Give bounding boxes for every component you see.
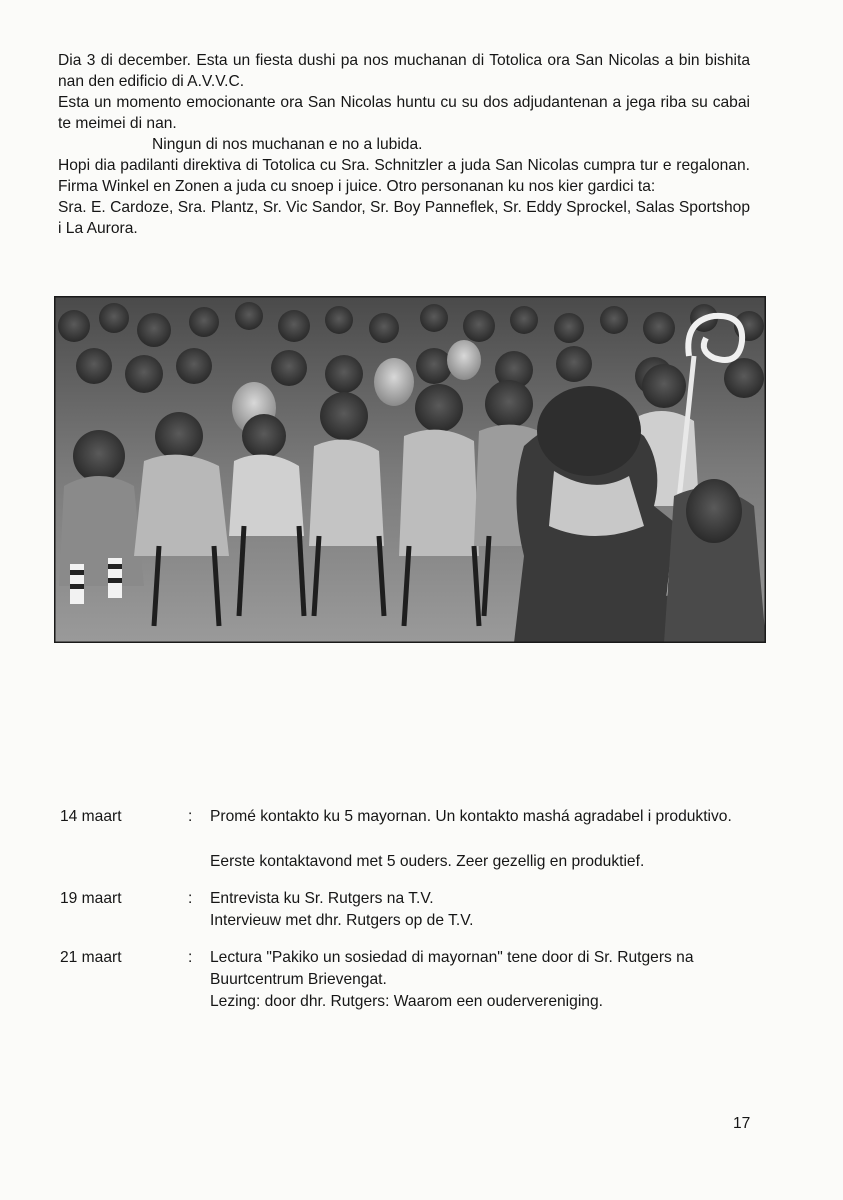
intro-paragraph-5: Sra. E. Cardoze, Sra. Plantz, Sr. Vic Sandor, Sr. Boy Panneflek, Sr. Eddy Sprockel, Salas Sportshop i La Aurora. xyxy=(58,199,750,237)
activity-log xyxy=(60,806,760,1013)
entry-colon: : xyxy=(188,808,193,825)
log-entry xyxy=(60,806,760,873)
entry-line: Entrevista ku Sr. Rutgers na T.V. xyxy=(210,890,434,907)
intro-paragraph-4: Hopi dia padilanti direktiva di Totolica cu Sra. Schnitzler a juda San Nicolas cumpra tur e regalonan. Firma Winkel en Zonen a juda cu snoep i juice. Otro personanan ku nos kier gardici ta: xyxy=(58,157,750,195)
intro-paragraph-2: Esta un momento emocionante ora San Nicolas huntu cu su dos adjudantenan a jega riba su cabai te meimei di nan. xyxy=(58,94,750,132)
entry-line: Intervieuw met dhr. Rutgers op de T.V. xyxy=(210,912,474,929)
entry-line: Eerste kontaktavond met 5 ouders. Zeer gezellig en produktief. xyxy=(210,853,645,870)
log-entry xyxy=(60,888,760,932)
log-entry xyxy=(60,947,760,1013)
photo-children-audience xyxy=(54,296,766,643)
page-number: 17 xyxy=(733,1115,751,1132)
entry-body xyxy=(210,806,760,873)
intro-text xyxy=(58,50,750,239)
entry-body xyxy=(210,947,760,1013)
intro-paragraph-1: Dia 3 di december. Esta un fiesta dushi pa nos muchanan di Totolica ora San Nicolas a bin bishita nan den edificio di A.V.V.C. xyxy=(58,52,750,90)
entry-date: 21 maart xyxy=(60,949,122,966)
entry-date: 19 maart xyxy=(60,890,122,907)
entry-line: Lezing: door dhr. Rutgers: Waarom een oudervereniging. xyxy=(210,993,603,1010)
photo-illustration xyxy=(54,296,766,643)
entry-date: 14 maart xyxy=(60,808,122,825)
entry-line: Promé kontakto ku 5 mayornan. Un kontakto mashá agradabel i produktivo. xyxy=(210,808,732,825)
entry-colon: : xyxy=(188,949,193,966)
entry-body xyxy=(210,888,760,932)
entry-colon: : xyxy=(188,890,193,907)
intro-paragraph-3: Ningun di nos muchanan e no a lubida. xyxy=(152,136,423,153)
entry-line: Lectura "Pakiko un sosiedad di mayornan" tene door di Sr. Rutgers na Buurtcentrum Brievengat. xyxy=(210,949,694,988)
